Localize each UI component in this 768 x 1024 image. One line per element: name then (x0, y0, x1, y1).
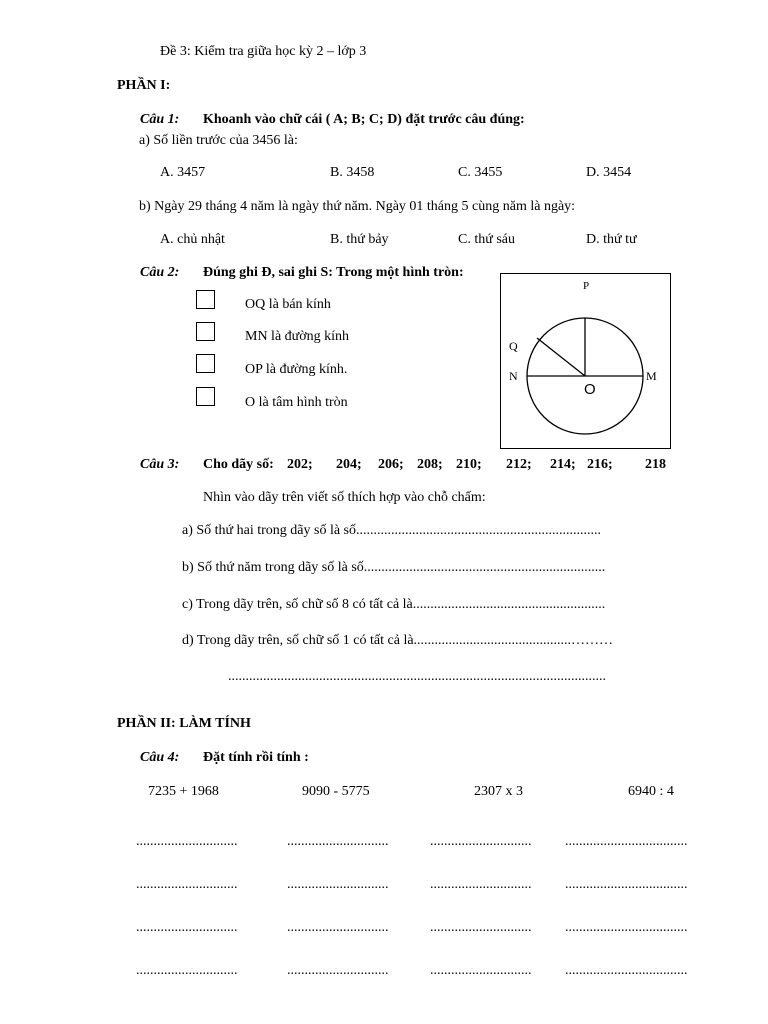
q4-work-line[interactable]: ............................. (430, 877, 532, 892)
q4-work-line[interactable]: ................................... (565, 920, 688, 935)
q4-work-line[interactable]: ............................. (136, 877, 238, 892)
q1a-option-c[interactable]: C. 3455 (458, 165, 503, 180)
q3-answer-line-c[interactable]: c) Trong dãy trên, số chữ số 8 có tất cả là....................................................... (182, 597, 606, 612)
part1-heading: PHẦN I: (117, 78, 171, 93)
q4-instruction: Đặt tính rồi tính : (203, 750, 309, 765)
label-m: M (646, 369, 657, 383)
part2-heading: PHẦN II: LÀM TÍNH (117, 716, 251, 731)
q4-work-line[interactable]: ............................. (136, 963, 238, 978)
circle-figure (500, 273, 672, 450)
q3-label: Câu 3: (140, 457, 180, 472)
q4-work-line[interactable]: ............................. (287, 834, 389, 849)
q3-sequence-label: Cho dãy số: (203, 457, 274, 472)
q3-instruction: Nhìn vào dãy trên viết số thích hợp vào chỗ chấm: (203, 490, 486, 505)
q4-work-line[interactable]: ............................. (287, 920, 389, 935)
seq-item: 210; (456, 457, 482, 472)
q4-work-line[interactable]: ............................. (430, 963, 532, 978)
q2-statement-1: OQ là bán kính (245, 297, 331, 312)
q4-expression-1: 7235 + 1968 (148, 784, 219, 799)
q4-work-line[interactable]: ............................. (136, 920, 238, 935)
q4-work-line[interactable]: ................................... (565, 834, 688, 849)
q2-instruction: Đúng ghi Đ, sai ghi S: Trong một hình tròn: (203, 265, 464, 280)
seq-item: 206; (378, 457, 404, 472)
q4-label: Câu 4: (140, 750, 180, 765)
radius-oq (537, 338, 585, 376)
q1b-question: b) Ngày 29 tháng 4 năm là ngày thứ năm. Ngày 01 tháng 5 cùng năm là ngày: (139, 199, 576, 214)
q2-answer-box-1[interactable] (196, 290, 215, 309)
q3-answer-line-a[interactable]: a) Số thứ hai trong dãy số là số...................................................................... (182, 523, 602, 538)
seq-item: 218 (645, 457, 666, 472)
q3-answer-line-extra[interactable]: ............................................................................................................ (228, 669, 606, 684)
q1a-option-b[interactable]: B. 3458 (330, 165, 375, 180)
exam-title: Đề 3: Kiểm tra giữa học kỳ 2 – lớp 3 (160, 44, 367, 59)
label-p: P (583, 280, 590, 292)
q3-answer-line-b[interactable]: b) Số thứ năm trong dãy số là số..................................................................... (182, 560, 606, 575)
q2-answer-box-2[interactable] (196, 322, 215, 341)
q1b-option-c[interactable]: C. thứ sáu (458, 232, 515, 247)
q2-answer-box-4[interactable] (196, 387, 215, 406)
q2-statement-3: OP là đường kính. (245, 362, 348, 377)
label-n: N (509, 369, 518, 383)
q4-expression-4: 6940 : 4 (628, 784, 674, 799)
q1a-question: a) Số liền trước của 3456 là: (139, 133, 298, 148)
q4-work-line[interactable]: ............................. (136, 834, 238, 849)
q4-work-line[interactable]: ............................. (430, 834, 532, 849)
q1b-option-b[interactable]: B. thứ bảy (330, 232, 389, 247)
seq-item: 216; (587, 457, 613, 472)
seq-item: 208; (417, 457, 443, 472)
seq-item: 202; (287, 457, 313, 472)
q2-answer-box-3[interactable] (196, 354, 215, 373)
q1b-option-a[interactable]: A. chủ nhật (160, 232, 225, 247)
q4-expression-3: 2307 x 3 (474, 784, 523, 799)
q4-work-line[interactable]: ................................... (565, 877, 688, 892)
q1-label: Câu 1: (140, 112, 180, 127)
q4-work-line[interactable]: ............................. (287, 963, 389, 978)
q1b-option-d[interactable]: D. thứ tư (586, 232, 637, 247)
label-q: Q (509, 339, 518, 353)
q4-work-line[interactable]: ............................. (430, 920, 532, 935)
q1a-option-d[interactable]: D. 3454 (586, 165, 632, 180)
q2-label: Câu 2: (140, 265, 180, 280)
seq-item: 204; (336, 457, 362, 472)
label-o: O (584, 381, 596, 398)
q4-work-line[interactable]: ................................... (565, 963, 688, 978)
seq-item: 214; (550, 457, 576, 472)
seq-item: 212; (506, 457, 532, 472)
q2-statement-2: MN là đường kính (245, 329, 350, 344)
q4-work-line[interactable]: ............................. (287, 877, 389, 892)
q2-statement-4: O là tâm hình tròn (245, 395, 348, 410)
q3-answer-line-d[interactable]: d) Trong dãy trên, số chữ số 1 có tất cả là.............................................……… (182, 633, 614, 648)
q1a-option-a[interactable]: A. 3457 (160, 165, 206, 180)
q4-expression-2: 9090 - 5775 (302, 784, 370, 799)
q1-instruction: Khoanh vào chữ cái ( A; B; C; D) đặt trước câu đúng: (203, 112, 525, 127)
